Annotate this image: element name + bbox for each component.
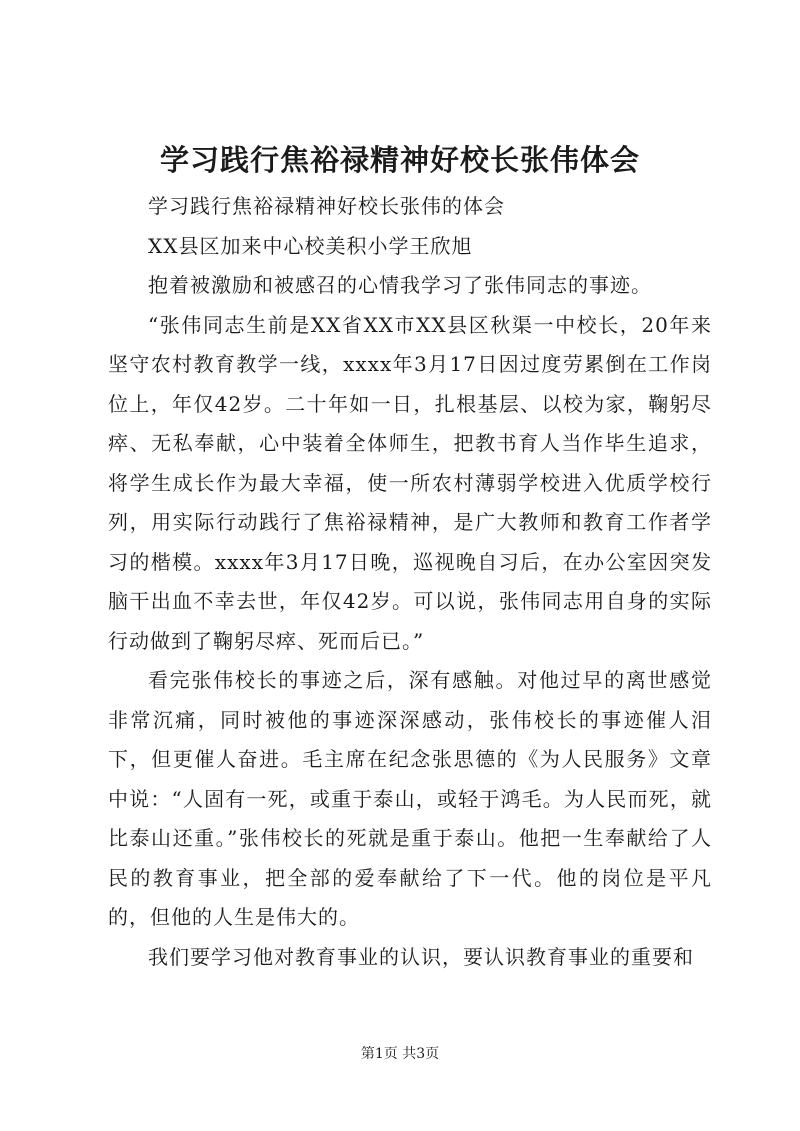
closing-paragraph: 我们要学习他对教育事业的认识，要认识教育事业的重要和	[148, 944, 694, 969]
document-title: 学习践行焦裕禄精神好校长张伟体会	[159, 143, 640, 177]
reflection-paragraph: 看完张伟校长的事迹之后，深有感触。对他过早的离世感觉非常沉痛，同时被他的事迹深深感动，张伟校长的事迹催人泪下，但更催人奋进。毛主席在纪念张思德的《为人民服务》文章中说：“人固有一死，或重于泰山，或轻于鸿毛。为人民而死，就比泰山还重。”张伟校长的死就是重于泰山。他把一生奉献给了人民的教育事业，把全部的爱奉献给了下一代。他的岗位是平凡的，但他的人生是伟大的。	[108, 668, 712, 929]
subtitle-paragraph: 学习践行焦裕禄精神好校长张伟的体会	[148, 194, 505, 218]
author-paragraph: XX县区加来中心校美积小学王欣旭	[148, 233, 473, 258]
quote-paragraph: “张伟同志生前是XX省XX市XX县区秋渠一中校长，20年来坚守农村教育教学一线，xxxx年3月17日因过度劳累倒在工作岗位上，年仅42岁。二十年如一日，扎根基层、以校为家，鞠躬尽瘁、无私奉献，心中装着全体师生，把教书育人当作毕生追求，将学生成长作为最大幸福，使一所农村薄弱学校进入优质学校行列，用实际行动践行了焦裕禄精神，是广大教师和教育工作者学习的楷模。xxxx年3月17日晚，巡视晚自习后，在办公室因突发脑干出血不幸去世，年仅42岁。可以说，张伟同志用自身的实际行动做到了鞠躬尽瘁、死而后已。”	[108, 312, 712, 653]
document-body	[108, 187, 712, 977]
intro-paragraph: 抱着被激励和被感召的心情我学习了张伟同志的事迹。	[148, 273, 652, 297]
page-number-footer: 第1页 共3页	[360, 1046, 440, 1062]
